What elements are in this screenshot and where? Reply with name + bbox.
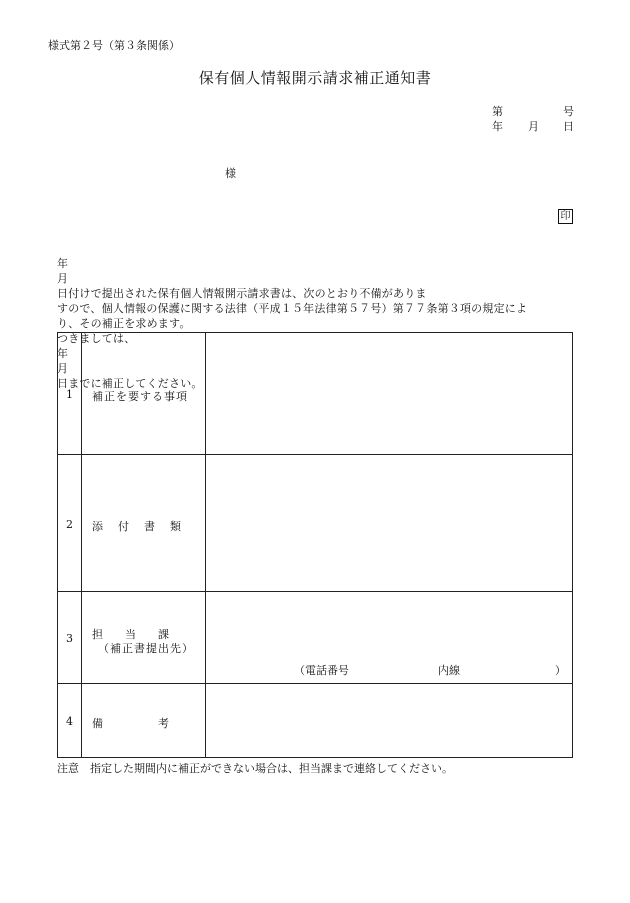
doc-number-prefix: 第 bbox=[492, 105, 503, 118]
row-label: 備 考 bbox=[92, 717, 169, 730]
date-year-label: 年 bbox=[492, 120, 503, 133]
row-label: 補正を要する事項 bbox=[92, 390, 188, 403]
department-field[interactable] bbox=[206, 592, 572, 684]
row-label: 担 当 課 bbox=[92, 628, 169, 641]
body-line-1: 年 月 日付けで提出された保有個人情報開示請求書は、次のとおり不備がありま bbox=[57, 257, 427, 300]
correction-form-table bbox=[57, 332, 573, 758]
phone-label: （電話番号 bbox=[294, 664, 349, 677]
table-row bbox=[58, 591, 572, 684]
row-label: 添 付 書 類 bbox=[92, 520, 183, 533]
row-number: 2 bbox=[66, 518, 73, 531]
remarks-field[interactable] bbox=[206, 684, 572, 758]
extension-label: 内線 bbox=[438, 664, 460, 677]
date-month-label: 月 bbox=[528, 120, 539, 133]
date-day-label: 日 bbox=[563, 120, 574, 133]
form-number: 様式第２号（第３条関係） bbox=[48, 39, 180, 52]
correction-items-field[interactable] bbox=[206, 333, 572, 454]
body-line-2: すので、個人情報の保護に関する法律（平成１５年法律第５７号）第７７条第３項の規定によ bbox=[57, 302, 528, 315]
table-row bbox=[58, 683, 572, 758]
row-number: 4 bbox=[66, 715, 73, 728]
doc-number-suffix: 号 bbox=[563, 105, 574, 118]
table-row bbox=[58, 454, 572, 592]
row-sublabel: （補正書提出先） bbox=[98, 642, 194, 655]
body-line-3: り、その補正を求めます。 bbox=[57, 317, 191, 330]
row-number: 1 bbox=[66, 388, 73, 401]
row-number: 3 bbox=[66, 632, 73, 645]
attachments-field[interactable] bbox=[206, 455, 572, 592]
document-title: 保有個人情報開示請求補正通知書 bbox=[198, 69, 432, 87]
caution-note: 注意 指定した期間内に補正ができない場合は、担当課まで連絡してください。 bbox=[57, 762, 453, 775]
addressee-suffix: 様 bbox=[225, 167, 236, 180]
table-row bbox=[58, 333, 572, 454]
body-line-4: つきましては、 年 月 日までに補正してください。 bbox=[57, 332, 203, 390]
seal-mark: 印 bbox=[558, 209, 573, 224]
phone-close-paren: ） bbox=[555, 664, 566, 677]
